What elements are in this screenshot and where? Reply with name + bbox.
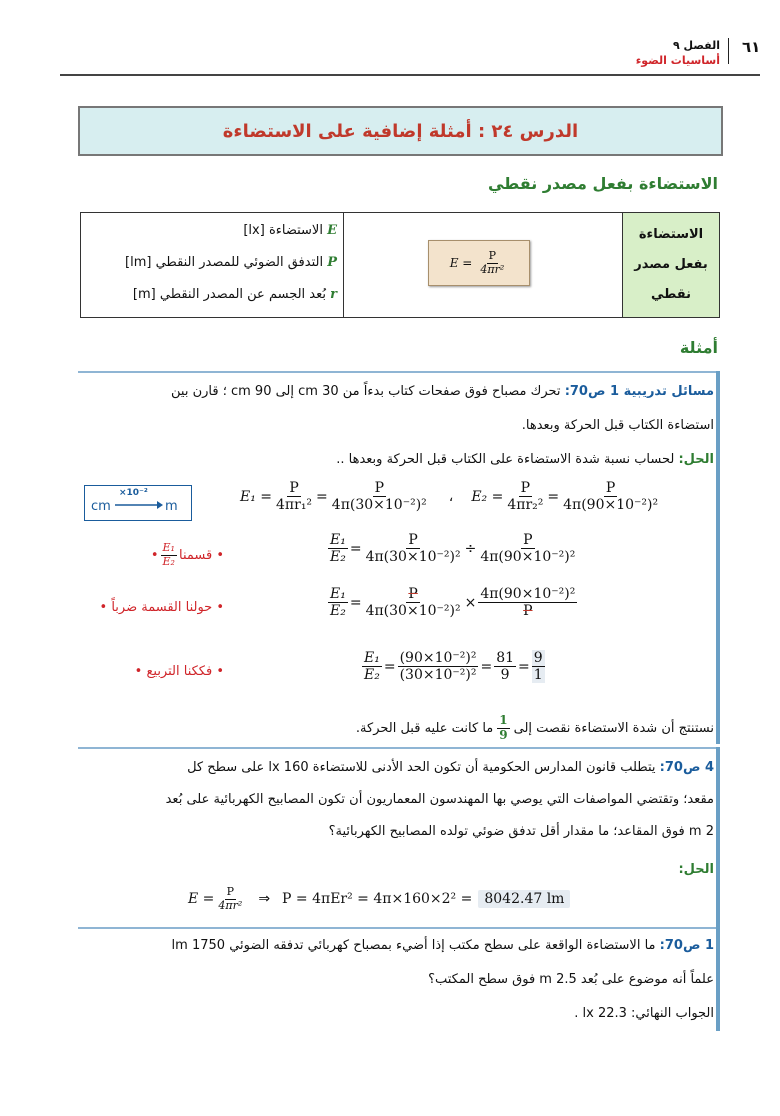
example2-label: 4 ص70:	[659, 760, 714, 775]
equation-1	[240, 480, 662, 513]
example3-line2: علماً أنه موضوع على بُعد 2.5 m فوق سطح المكتب؟	[428, 972, 714, 987]
variable-symbol: P	[327, 255, 337, 270]
section-title: الاستضاءة بفعل مصدر نقطي	[487, 174, 718, 193]
formula-box	[428, 240, 530, 286]
eq3-operator: ×	[464, 594, 477, 611]
frac-den: 4π(30×10⁻²)²	[365, 549, 461, 566]
eq2-frac-a	[364, 532, 463, 565]
eq1-frac3	[505, 480, 545, 513]
definition-label: الاستضاءة بفعل مصدر نقطي	[634, 227, 708, 302]
formula-num: P	[488, 248, 497, 262]
variable-desc: بُعد الجسم عن المصدر النقطي [m]	[132, 287, 331, 302]
frac-num: (90×10⁻²)²	[399, 650, 477, 666]
note-text: • قسمنا	[178, 547, 224, 563]
example1-top-rule	[78, 371, 720, 373]
conclusion-text-a: نستنتج أن شدة الاستضاءة نقصت إلى	[513, 720, 714, 736]
equation-4: $\frac{\text{E₁}}{\text{E₂}}$ = $\frac{\text{(90×10⁻²)²}}{\text{(30×10⁻²)²}}$ = $\frac{81}{9}$ = $\frac{9}{1}$	[364, 650, 543, 684]
arrow-right-icon	[115, 499, 163, 511]
frac-num: P	[289, 480, 299, 496]
frac-num: E₁	[162, 541, 175, 554]
equation-2: $\frac{\text{E₁}}{\text{E₂}}$ = $\frac{P}{\text{4π(30×10⁻²)²}}$ ÷ $\frac{P}{\text{4π(90×10⁻²)²}}$	[330, 532, 576, 566]
definition-formula-cell	[343, 213, 622, 317]
example1-line2: استضاءة الكتاب قبل الحركة وبعدها.	[521, 418, 714, 433]
frac-den: 4π(30×10⁻²)²	[365, 603, 461, 620]
frac-den: E₂	[330, 549, 346, 566]
unit-conversion-box	[84, 485, 192, 521]
frac-den: 4π(90×10⁻²)²	[563, 497, 659, 514]
lesson-title-box	[78, 106, 723, 156]
eq3-frac-a	[364, 586, 463, 619]
frac-num: P	[374, 480, 384, 496]
eq-separator: ،	[448, 488, 454, 505]
frac-num: 4π(90×10⁻²)²	[480, 586, 576, 602]
chapter-label: الفصل ٩	[672, 39, 720, 52]
frac-num: 81	[496, 650, 515, 666]
eq4-result	[532, 650, 545, 683]
frac-den: E₂	[330, 603, 346, 620]
eq3-frac-b	[478, 586, 577, 619]
frac-den: 4πr₂²	[507, 497, 544, 514]
example3-final-answer: الجواب النهائي: 22.3 lx .	[574, 1006, 714, 1021]
example2-equation	[188, 886, 570, 912]
variable-desc: الاستضاءة [lx]	[243, 223, 328, 238]
variable-r	[133, 287, 337, 302]
note-fraction	[161, 542, 177, 568]
eq2-frac-b	[478, 532, 577, 565]
eq-rest: P = 4πEr² = 4π×160×2² =	[282, 891, 473, 908]
eq1-frac2	[330, 480, 429, 513]
frac-den: 4π(30×10⁻²)²	[331, 497, 427, 514]
examples-title: أمثلة	[679, 338, 718, 357]
note-convert-to-multiply: • حولنا القسمة ضرباً •	[99, 600, 224, 615]
frac-num: P	[520, 480, 531, 496]
eq3-lhs	[328, 586, 348, 619]
example2-top-rule	[78, 747, 720, 749]
lesson-title: الدرس ٢٤ : أمثلة إضافية على الاستضاءة	[222, 120, 579, 142]
example2-line3: 2 m فوق المقاعد؛ ما مقدار أقل تدفق ضوئي تولده المصابيح الكهربائية؟	[328, 824, 714, 839]
implies-arrow: ⇒	[258, 891, 271, 908]
solution-label: الحل:	[678, 452, 714, 467]
variable-symbol: E	[327, 223, 337, 238]
frac-den: (30×10⁻²)²	[399, 667, 477, 684]
note-expand-square: • فككنا التربيع •	[134, 664, 224, 679]
example1-text: تحرك مصباح فوق صفحات كتاب بدءاً من 30 cm إلى 90 cm ؛ قارن بين	[171, 384, 565, 399]
frac-num: E₁	[330, 532, 346, 548]
frac-den: 4π(90×10⁻²)²	[480, 549, 576, 566]
frac-den: 4πr²	[218, 898, 243, 912]
eq4-frac-b	[494, 650, 516, 683]
example1-conclusion	[356, 714, 714, 743]
variable-e	[243, 223, 337, 238]
frac-den: 9	[499, 727, 508, 742]
frac-num: P	[523, 532, 533, 548]
frac-den: E₂	[162, 554, 175, 568]
header-rule	[60, 74, 760, 76]
header-divider	[728, 38, 729, 64]
frac-num: P	[408, 532, 418, 548]
example2-line1	[187, 760, 714, 775]
eq2-operator: ÷	[464, 540, 477, 557]
page-number: ٦١	[742, 38, 761, 56]
definition-variables-cell	[81, 213, 343, 317]
definition-table	[80, 212, 720, 318]
equation-3: $\frac{\text{E₁}}{\text{E₂}}$ = $\frac{P}{\text{4π(30×10⁻²)²}}$ × $\frac{\text{4π(90×10⁻²)²}}{P}$	[330, 586, 576, 620]
conversion-factor: ×10⁻²	[119, 488, 148, 498]
definition-label-cell	[622, 213, 719, 317]
example3-side-bar	[716, 927, 720, 1031]
eq-fraction	[216, 886, 244, 912]
eq1-e2: E₂ =	[471, 488, 504, 505]
formula-lhs: E =	[449, 256, 473, 270]
conclusion-text-b: ما كانت عليه قبل الحركة.	[355, 720, 494, 736]
example1-line1	[171, 384, 714, 399]
eq-lhs: E =	[188, 891, 215, 908]
eq-sign: =	[316, 488, 328, 505]
frac-den: 9	[500, 667, 510, 684]
eq4-lhs	[362, 650, 382, 683]
example1-label: مسائل تدريبية 1 ص70:	[564, 384, 714, 399]
frac-num: P	[408, 586, 418, 602]
frac-den: 4πr₁²	[276, 497, 313, 514]
eq-sign: =	[547, 488, 560, 505]
eq1-frac1	[274, 480, 314, 513]
frac-num: E₁	[330, 586, 346, 602]
example3-text: ما الاستضاءة الواقعة على سطح مكتب إذا أضيء بمصباح كهربائي تدفقه الضوئي 1750 lm	[171, 938, 660, 953]
formula-den: 4πr²	[480, 262, 505, 276]
answer-box: 8042.47 lm	[478, 890, 570, 908]
variable-symbol: r	[330, 287, 337, 302]
eq1-frac4	[561, 480, 660, 513]
frac-den: 1	[533, 667, 543, 684]
note-divided: • قسمنا $\frac{\text{E₁}}{\text{E₂}}$ •	[150, 541, 224, 568]
chapter-subtitle: أساسيات الضوء	[635, 54, 720, 67]
eq1-e1: E₁ =	[240, 488, 273, 505]
unit-from: cm	[91, 499, 111, 514]
example3-label: 1 ص70:	[659, 938, 714, 953]
variable-desc: التدفق الضوئي للمصدر النقطي [lm]	[125, 255, 328, 270]
frac-num: E₁	[364, 650, 380, 666]
example1-side-bar	[716, 371, 720, 744]
eq2-lhs	[328, 532, 348, 565]
frac-den: P	[523, 603, 533, 620]
frac-den: E₂	[364, 667, 380, 684]
example2-line2: مقعد؛ وتقتضي المواصفات التي يوصي بها المهندسون المعماريون أن تكون المصابيح الكهربائية على بُعد	[165, 792, 714, 807]
variable-p	[125, 255, 337, 270]
example2-solution-label: الحل:	[678, 862, 714, 877]
conclusion-fraction	[497, 714, 509, 743]
frac-num: 1	[499, 713, 508, 727]
frac-num: P	[605, 480, 616, 496]
example2-text: يتطلب قانون المدارس الحكومية أن تكون الحد الأدنى للاستضاءة 160 lx على سطح كل	[187, 760, 660, 775]
example1-solution-intro	[336, 452, 714, 467]
example2-side-bar	[716, 747, 720, 927]
eq4-frac-a	[398, 650, 479, 683]
frac-num: 9	[533, 650, 543, 666]
example3-top-rule	[78, 927, 720, 929]
frac-num: P	[226, 885, 235, 898]
example3-line1	[172, 938, 714, 953]
unit-to: m	[165, 499, 178, 514]
solution-intro-text: لحساب نسبة شدة الاستضاءة على الكتاب قبل الحركة وبعدها ..	[336, 452, 679, 467]
formula-fraction	[478, 250, 506, 276]
